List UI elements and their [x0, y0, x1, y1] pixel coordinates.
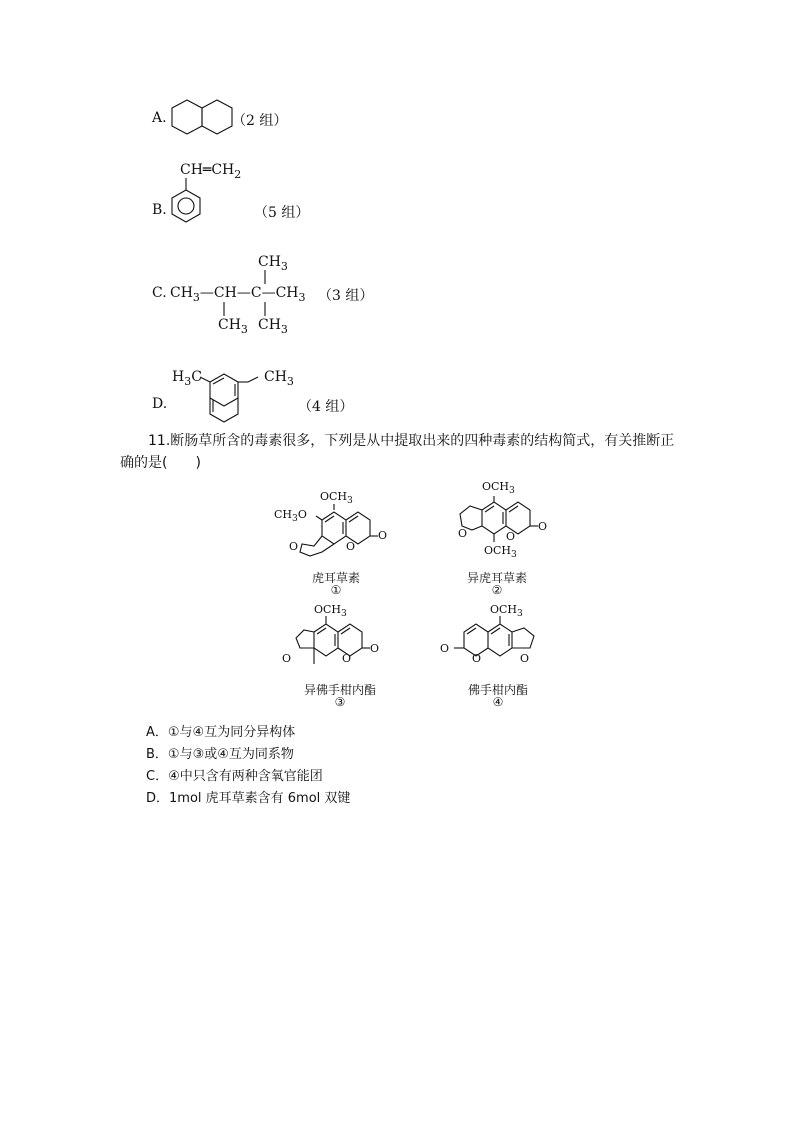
- structure-2-o-lactone: O: [506, 530, 516, 543]
- question-11-line2: 确的是( ): [120, 455, 201, 471]
- question-11-line1: 11.断肠草所含的毒素很多，下列是从中提取出来的四种毒素的结构简式，有关推断正: [148, 433, 675, 449]
- option-c-groups: （3 组）: [318, 288, 374, 304]
- structure-3-och3-top: $OCH_3$: [314, 603, 347, 620]
- option-d-left-methyl: $H_3C$: [172, 369, 202, 388]
- structure-4-mark: ④: [492, 695, 504, 709]
- structure-4-och3-top: $OCH_3$: [490, 603, 523, 620]
- option-c-main-chain: $CH_3—CH—C—CH_3$: [170, 285, 306, 304]
- structure-4-o-ring: O: [520, 652, 530, 665]
- structure-4-carbonyl-o: O: [440, 642, 450, 655]
- structure-3-carbonyl-o: O: [370, 642, 380, 655]
- option-b-letter: B.: [152, 202, 167, 218]
- structure-4-o-lactone: O: [472, 652, 482, 665]
- structure-1-mark: ①: [330, 583, 342, 597]
- structure-3-mark: ③: [334, 695, 346, 709]
- structure-1-name: 虎耳草素: [311, 571, 360, 585]
- answer-d[interactable]: D．1mol 虎耳草素含有 6mol 双键: [146, 791, 351, 806]
- option-a-letter: A.: [152, 110, 167, 126]
- structure-3-o-ring: O: [282, 652, 292, 665]
- structure-1-ch3o: $CH_3O$: [274, 508, 307, 525]
- answer-a[interactable]: A．①与④互为同分异构体: [146, 725, 296, 740]
- structure-2-och3-bottom: $OCH_3$: [484, 544, 517, 561]
- structure-3-o-lactone: O: [342, 652, 352, 665]
- option-b-groups: （5 组）: [254, 205, 310, 221]
- answer-b[interactable]: B．①与③或④互为同系物: [146, 747, 294, 762]
- structure-4-diagram: [440, 614, 560, 674]
- option-d-letter: D.: [152, 396, 168, 412]
- option-a-groups: （2 组）: [232, 113, 288, 129]
- structure-1-o-lactone: O: [346, 540, 356, 553]
- answer-c[interactable]: C．④中只含有两种含氧官能团: [146, 769, 323, 784]
- structure-2-o-ring: O: [458, 527, 468, 540]
- structure-1-carbonyl-o: O: [378, 529, 388, 542]
- structure-4-name: 佛手柑内酯: [467, 683, 528, 697]
- option-c-letter: C.: [152, 285, 167, 301]
- structure-1-och3-top: $OCH_3$: [320, 490, 353, 507]
- option-d-right-methyl: $CH_3$: [264, 369, 294, 388]
- option-c-bottom-ch3-right: $CH_3$: [258, 317, 288, 336]
- option-b-benzene-ring: [166, 178, 206, 228]
- structure-1-o-ring: O: [289, 540, 299, 553]
- structure-2-mark: ②: [491, 583, 503, 597]
- structure-2-och3-top: $OCH_3$: [482, 480, 515, 497]
- option-d-groups: （4 组）: [298, 399, 354, 415]
- option-d-structure: [196, 360, 266, 424]
- structure-3-name: 异佛手柑内酯: [303, 683, 376, 697]
- structure-2-name: 异虎耳草素: [466, 571, 527, 585]
- option-c-top-ch3: $CH_3$: [258, 254, 288, 273]
- option-b-substituent: $CH═CH_2$: [180, 162, 242, 181]
- structure-2-carbonyl-o: O: [538, 520, 548, 533]
- option-c-bottom-ch3-left: $CH_3$: [218, 317, 248, 336]
